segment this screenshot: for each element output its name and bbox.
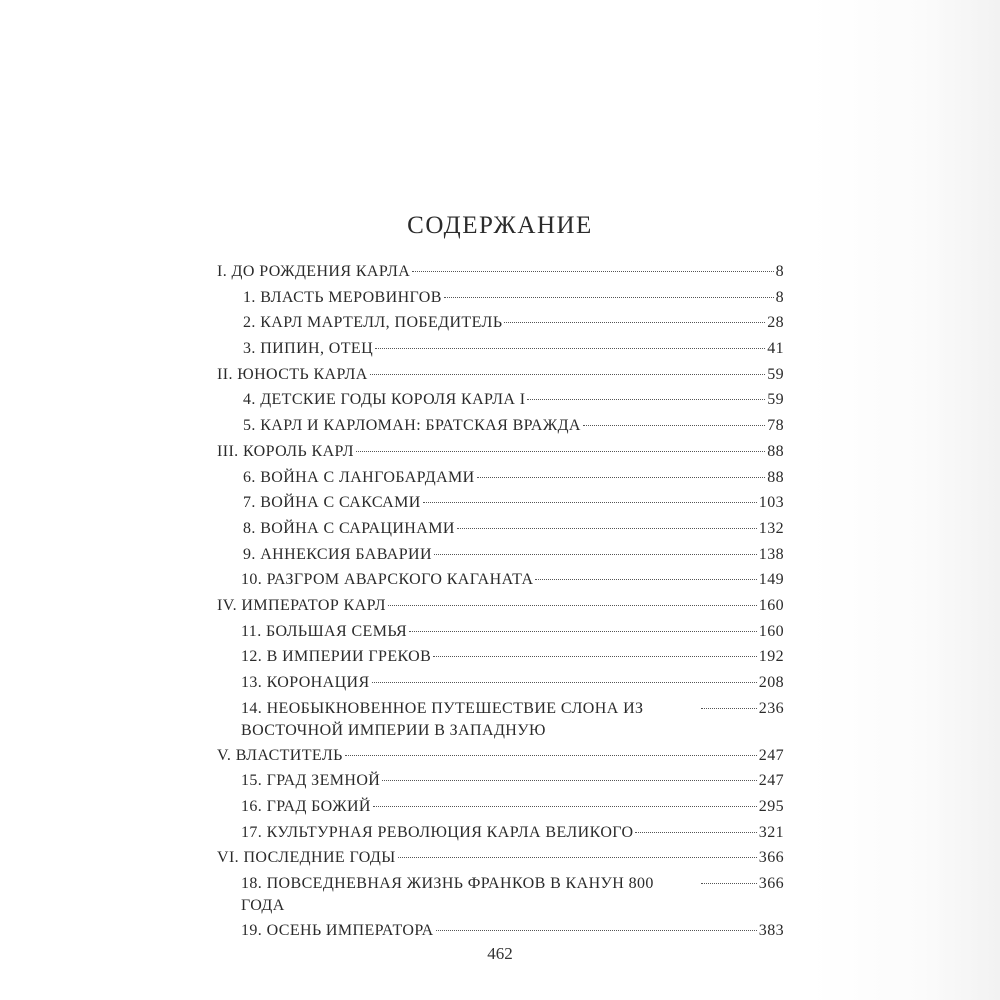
toc-chapter bbox=[217, 286, 784, 312]
toc-part bbox=[217, 363, 784, 389]
toc-chapter bbox=[217, 697, 784, 744]
toc-entry-label: II. ЮНОСТЬ КАРЛА bbox=[217, 365, 368, 383]
toc-entry-page: 295 bbox=[758, 798, 784, 816]
dot-leader bbox=[477, 477, 766, 478]
dot-leader bbox=[527, 399, 765, 400]
toc-entry-page: 59 bbox=[767, 391, 784, 409]
toc-entry-page: 160 bbox=[758, 622, 784, 640]
toc-entry-page: 88 bbox=[767, 442, 784, 460]
toc-chapter bbox=[217, 620, 784, 646]
toc-part bbox=[217, 594, 784, 620]
toc-entry-label: 4. ДЕТСКИЕ ГОДЫ КОРОЛЯ КАРЛА I bbox=[243, 391, 526, 409]
toc-entry-label: 9. АННЕКСИЯ БАВАРИИ bbox=[243, 545, 432, 563]
toc-entry-label: 10. РАЗГРОМ АВАРСКОГО КАГАНАТА bbox=[241, 571, 534, 589]
toc-entry-label: 13. КОРОНАЦИЯ bbox=[241, 674, 370, 691]
dot-leader bbox=[372, 682, 757, 683]
toc-entry-page: 366 bbox=[758, 849, 784, 867]
toc-entry-page: 236 bbox=[758, 699, 784, 717]
dot-leader bbox=[436, 930, 757, 931]
toc-entry-label: 3. ПИПИН, ОТЕЦ bbox=[243, 340, 374, 358]
toc-chapter bbox=[217, 517, 784, 543]
toc-chapter bbox=[217, 337, 784, 363]
toc-entry-page: 149 bbox=[758, 571, 784, 589]
toc-entry-label: 15. ГРАД ЗЕМНОЙ bbox=[241, 772, 381, 790]
toc-part bbox=[217, 440, 784, 466]
toc-entry-label: 6. ВОЙНА С ЛАНГОБАРДАМИ bbox=[243, 468, 475, 486]
toc-entry-page: 59 bbox=[767, 365, 784, 383]
toc-chapter bbox=[217, 311, 784, 337]
dot-leader bbox=[583, 425, 765, 426]
toc-entry-page: 138 bbox=[758, 545, 784, 563]
toc-entry-label: 12. В ИМПЕРИИ ГРЕКОВ bbox=[241, 648, 432, 666]
toc-chapter bbox=[217, 872, 784, 919]
toc-entry-page: 192 bbox=[758, 648, 784, 666]
toc-entry-page: 247 bbox=[758, 772, 784, 790]
dot-leader bbox=[412, 271, 773, 272]
toc-entry-label: 2. КАРЛ МАРТЕЛЛ, ПОБЕДИТЕЛЬ bbox=[243, 314, 503, 332]
dot-leader bbox=[434, 554, 757, 555]
dot-leader bbox=[701, 708, 757, 709]
dot-leader bbox=[423, 502, 757, 503]
page-number: 462 bbox=[487, 944, 513, 963]
toc-chapter bbox=[217, 795, 784, 821]
toc-entry-label: 11. БОЛЬШАЯ СЕМЬЯ bbox=[241, 622, 408, 640]
toc-entry-page: 41 bbox=[767, 340, 784, 358]
toc-entry-label: 14. НЕОБЫКНОВЕННОЕ ПУТЕШЕСТВИЕ СЛОНА ИЗ ВОСТОЧНОЙ ИМПЕРИИ В ЗАПАДНУЮ bbox=[241, 699, 644, 739]
toc-entry-label: IV. ИМПЕРАТОР КАРЛ bbox=[217, 596, 386, 614]
toc-entry-label: 18. ПОВСЕДНЕВНАЯ ЖИЗНЬ ФРАНКОВ В КАНУН 800 ГОДА bbox=[241, 875, 654, 915]
toc-chapter bbox=[217, 645, 784, 671]
toc-entry-page: 208 bbox=[758, 674, 784, 691]
dot-leader bbox=[373, 806, 757, 807]
toc-part bbox=[217, 744, 784, 770]
toc-chapter bbox=[217, 388, 784, 414]
toc-entry-label: I. ДО РОЖДЕНИЯ КАРЛА bbox=[217, 263, 411, 280]
dot-leader bbox=[370, 374, 765, 375]
toc-entry-page: 383 bbox=[758, 922, 784, 940]
dot-leader bbox=[345, 755, 757, 756]
toc-chapter bbox=[217, 821, 784, 847]
toc-entry-page: 247 bbox=[758, 746, 784, 764]
dot-leader bbox=[457, 528, 757, 529]
toc-chapter bbox=[217, 769, 784, 795]
toc-chapter bbox=[217, 491, 784, 517]
dot-leader bbox=[635, 832, 756, 833]
toc-chapter bbox=[217, 466, 784, 492]
toc-entry-page: 160 bbox=[758, 596, 784, 614]
toc-chapter bbox=[217, 671, 784, 697]
toc-entry-label: 7. ВОЙНА С САКСАМИ bbox=[243, 494, 421, 512]
toc-chapter bbox=[217, 543, 784, 569]
toc-chapter bbox=[217, 568, 784, 594]
dot-leader bbox=[356, 451, 765, 452]
toc-entry-page: 28 bbox=[767, 314, 784, 332]
toc-entry-label: 17. КУЛЬТУРНАЯ РЕВОЛЮЦИЯ КАРЛА ВЕЛИКОГО bbox=[241, 823, 634, 841]
toc-entry-page: 8 bbox=[775, 263, 784, 280]
toc-entry-label: III. КОРОЛЬ КАРЛ bbox=[217, 442, 354, 460]
toc-entry-label: 8. ВОЙНА С САРАЦИНАМИ bbox=[243, 519, 455, 537]
toc-entry-label: 1. ВЛАСТЬ МЕРОВИНГОВ bbox=[243, 288, 442, 306]
toc-entry-page: 88 bbox=[767, 468, 784, 486]
dot-leader bbox=[409, 631, 757, 632]
toc-entry-label: 19. ОСЕНЬ ИМПЕРАТОРА bbox=[241, 922, 434, 940]
toc-chapter bbox=[217, 919, 784, 945]
dot-leader bbox=[535, 579, 756, 580]
toc-entry-page: 321 bbox=[758, 823, 784, 841]
dot-leader bbox=[444, 297, 774, 298]
toc-chapter bbox=[217, 414, 784, 440]
dot-leader bbox=[398, 857, 757, 858]
toc-part bbox=[217, 260, 784, 286]
toc-entry-page: 366 bbox=[758, 875, 784, 893]
dot-leader bbox=[433, 656, 757, 657]
toc-entry-page: 132 bbox=[758, 519, 784, 537]
toc-title: СОДЕРЖАНИЕ bbox=[407, 212, 593, 239]
dot-leader bbox=[504, 322, 765, 323]
toc-entry-label: VI. ПОСЛЕДНИЕ ГОДЫ bbox=[217, 849, 396, 867]
page-edge-shadow bbox=[810, 0, 1000, 1000]
dot-leader bbox=[701, 883, 757, 884]
toc-entry-label: V. ВЛАСТИТЕЛЬ bbox=[217, 746, 343, 764]
toc-entry-page: 78 bbox=[767, 417, 784, 435]
dot-leader bbox=[375, 348, 765, 349]
dot-leader bbox=[382, 780, 757, 781]
dot-leader bbox=[388, 605, 757, 606]
toc-entry-label: 5. КАРЛ И КАРЛОМАН: БРАТСКАЯ ВРАЖДА bbox=[243, 417, 581, 435]
toc-entry-page: 8 bbox=[775, 288, 784, 306]
table-of-contents bbox=[217, 260, 784, 945]
toc-entry-page: 103 bbox=[758, 494, 784, 512]
toc-entry-label: 16. ГРАД БОЖИЙ bbox=[241, 798, 371, 816]
toc-part bbox=[217, 846, 784, 872]
